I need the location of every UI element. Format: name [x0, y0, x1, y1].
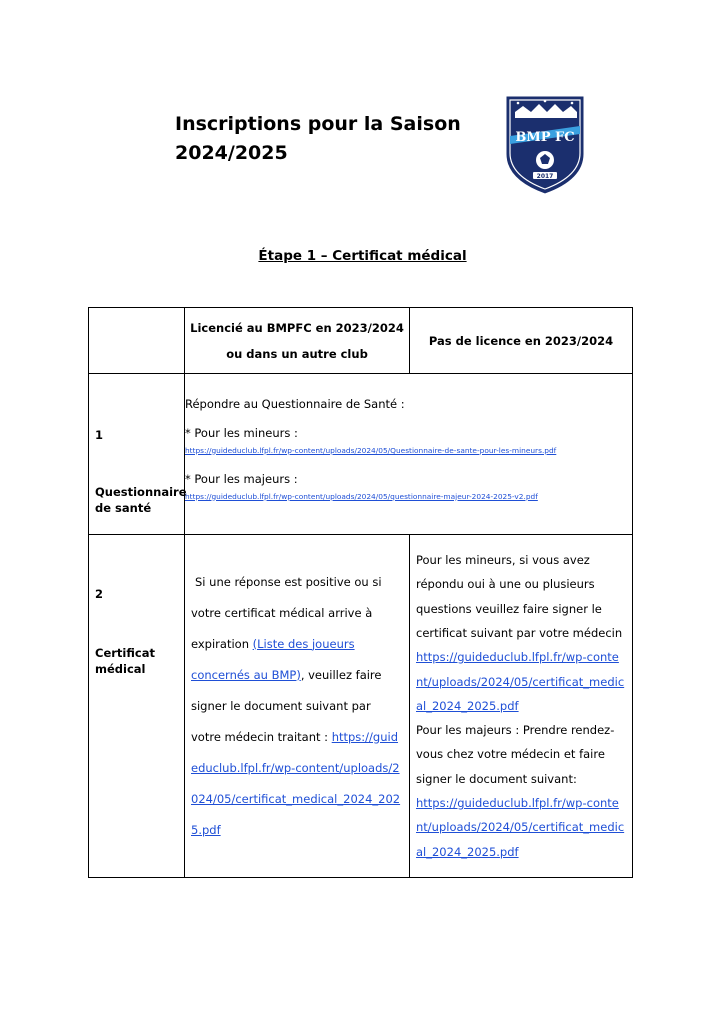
row-label-line1: Certificat — [95, 646, 155, 660]
certificate-unlicensed-cell — [410, 535, 633, 878]
questionnaire-content — [185, 374, 633, 535]
row-label-line2: de santé — [95, 501, 152, 515]
title-line-2: 2024/2025 — [175, 142, 288, 164]
minors-label: * Pour les mineurs : — [185, 425, 298, 440]
requirements-table — [88, 307, 633, 878]
club-logo — [503, 92, 587, 196]
empty-header-cell — [89, 308, 185, 374]
header-licensed-line2: ou dans un autre club — [226, 346, 368, 361]
row-label-text — [95, 645, 155, 677]
certificate-majors-text: Pour les majeurs : Prendre rendez-vous chez votre médecin et faire signer le document suivant: — [416, 723, 615, 786]
row-label-line2: médical — [95, 662, 146, 676]
row-number: 2 — [95, 587, 104, 601]
logo-year: 2017 — [536, 173, 554, 180]
certificate-majors-link[interactable]: https://guideduclub.lfpl.fr/wp-content/uploads/2024/05/certificat_medical_2024_2025.pdf — [416, 796, 625, 859]
page-title — [175, 110, 475, 168]
logo-text: BMP FC — [515, 130, 575, 145]
title-line-1: Inscriptions pour la Saison — [175, 113, 461, 135]
minors-questionnaire-link[interactable]: https://guideduclub.lfpl.fr/wp-content/uploads/2024/05/Questionnaire-de-sante-pour-les-mineurs.pdf — [185, 445, 557, 455]
row-label-questionnaire — [89, 374, 185, 535]
certificate-licensed-cell — [185, 535, 410, 878]
row-number: 1 — [95, 428, 104, 442]
certificate-licensed-text1: Si une réponse est positive ou si votre certificat médical arrive à expiration — [191, 574, 382, 651]
players-list-link[interactable]: (Liste des joueurs concernés au BMP) — [191, 636, 355, 682]
table-row-certificate — [89, 535, 633, 878]
questionnaire-intro: Répondre au Questionnaire de Santé : — [185, 396, 405, 411]
row-label-text — [95, 484, 187, 516]
row-label-certificate — [89, 535, 185, 878]
header-unlicensed: Pas de licence en 2023/2024 — [410, 308, 633, 374]
majors-questionnaire-link[interactable]: https://guideduclub.lfpl.fr/wp-content/uploads/2024/05/questionnaire-majeur-2024-2025-v2.pdf — [185, 491, 538, 501]
row-label-line1: Questionnaire — [95, 485, 187, 499]
header-licensed — [185, 308, 410, 374]
certificate-minors-link[interactable]: https://guideduclub.lfpl.fr/wp-content/uploads/2024/05/certificat_medical_2024_2025.pdf — [416, 650, 625, 713]
majors-label: * Pour les majeurs : — [185, 471, 298, 486]
certificate-licensed-text2: , veuillez faire signer le document suivant par votre médecin traitant : — [191, 667, 382, 744]
step-title: Étape 1 – Certificat médical — [258, 248, 467, 264]
certificate-licensed-link[interactable]: https://guideduclub.lfpl.fr/wp-content/uploads/2024/05/certificat_medical_2024_2025.pdf — [191, 729, 401, 837]
table-header-row — [89, 308, 633, 374]
table-row-questionnaire — [89, 374, 633, 535]
certificate-minors-text: Pour les mineurs, si vous avez répondu oui à une ou plusieurs questions veuillez faire signer le certificat suivant par votre médecin — [416, 553, 623, 640]
header-licensed-line1: Licencié au BMPFC en 2023/2024 — [190, 320, 404, 335]
